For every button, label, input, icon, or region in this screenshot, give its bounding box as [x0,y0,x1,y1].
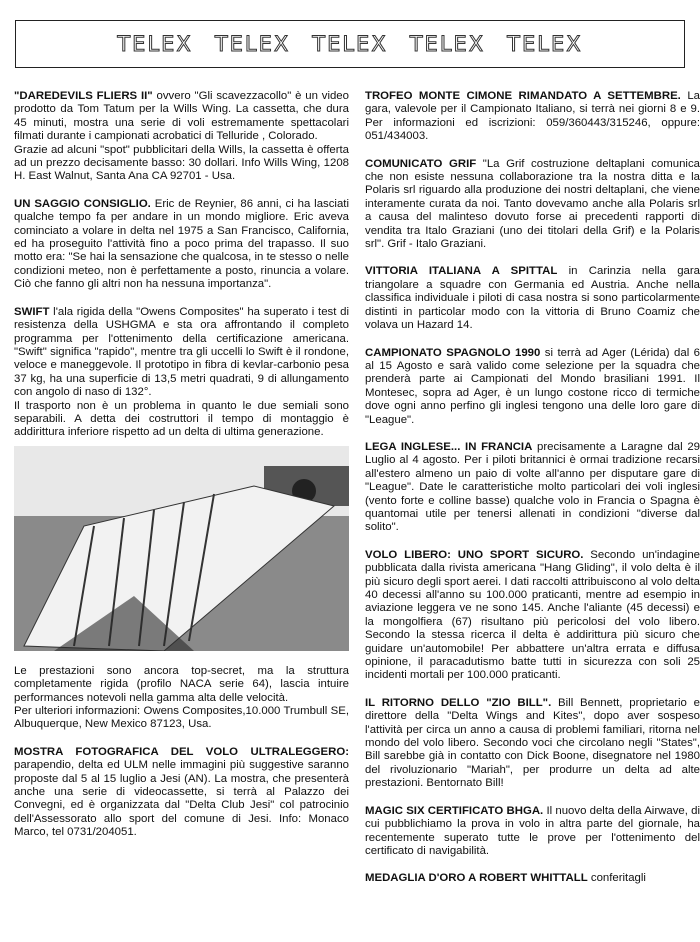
article-spittal [365,265,700,332]
article-heading: IL RITORNO DELLO "ZIO BILL". [365,696,552,709]
article-heading: "DAREDEVILS FLIERS II" [14,90,153,102]
article-heading: SWIFT [14,305,50,318]
article-body: parapendio, delta ed ULM nelle immagini più suggestive saranno proposte dal 5 al 15 luglio a Jesi (AN). La mostra, che presenterà anche una serie di videocassette, si terrà al Palazzo dei Convegni, ed è organizzata dal "Delta Club Jesi" col patrocinio dell'Assessorato allo sport del comune di Jesi. Info: Monaco Marco, tel 0731/204051. [14,759,349,839]
article-heading: CAMPIONATO SPAGNOLO 1990 [365,346,541,359]
article-trofeo-cimone [365,90,700,144]
banner-word: TELEX [409,32,486,56]
banner-word: TELEX [312,32,388,56]
article-lega-inglese [365,441,700,535]
hang-glider-image [14,446,349,651]
article-saggio-consiglio [14,198,349,292]
article-swift [14,306,349,440]
article-heading: UN SAGGIO CONSIGLIO. [14,197,151,210]
article-body: La gara, valevole per il Campionato Italiano, si terrà nei giorni 8 e 9. Per informazioni ed iscrizioni: 059/360443/315246, oppure: 051/434003. [365,90,700,143]
article-body: in Carinzia nella gara triangolare a squadre con Germania ed Austria. Anche nella classifica individuale i piloti di casa nostra si sono particolarmente distinti in particolar modo con la vittoria di Bruno Coamiz che volava un Hazard 14. [365,265,700,332]
article-body: precisamente a Laragne dal 29 Luglio al 4 agosto. Per i piloti britannici è ormai tradizione recarsi all'estero almeno un paio di volte all'anno per disputare gare di "League". Date le caratteristiche molto particolari dei voli inglesi (vento forte e colline basse) qualche volo in Francia o Spagna è quantomai utile per tenersi allenati in condizioni "diverse dal solito". [365,440,700,534]
article-body: ovvero "Gli scavezzacollo" è un video prodotto da Tom Tatum per la Wills Wing. La cassetta, che dura 45 minuti, mostra una serie di voli estremamente spettacolari filmati durante i campionati acrobatici di Telluride , Colorado. [14,90,349,143]
article-heading: VITTORIA ITALIANA A SPITTAL [365,265,558,278]
article-sport-sicuro [365,549,700,683]
article-body: "La Grif costruzione deltaplani comunica che non esiste nessuna collaborazione tra la nostra ditta e la Polaris srl riguardo alla produzione dei nostri deltaplani, che viene interamente curata da noi. Tanto dovevamo anche alla Polaris srl a causa del malinteso dovuto forse ai precedenti rapporti di vendita tra Italo Graziani (uno dei titolari della Grif) e la Polaris srl". Grif - Italo Graziani. [365,157,700,251]
right-column [365,90,700,900]
article-zio-bill [365,697,700,791]
article-magic-six [365,805,700,859]
article-body: si terrà ad Ager (Lérida) dal 6 al 15 Agosto e sarà valido come selezione per la squadra che prenderà parte ai Campionati del Mondo brasiliani 1991. Il Montesec, sopra ad Ager, è un lungo costone ricco di termiche dove ogni anno perfino gli inglesi tengono una delle loro gare di "League". [365,346,700,426]
article-heading: MEDAGLIA D'ORO A ROBERT WHITTALL [365,872,588,885]
article-mostra [14,746,349,840]
article-body: Eric de Reynier, 86 anni, ci ha lasciati qualche tempo fa per andare in un mondo migliore. Eric aveva cominciato a volare in delta nel 1975 a San Francisco, California, ed ha proseguito l'attività fino a poco prima del trapasso. Il suo motto era: "Se hai la sensazione che qualcosa, in te stesso o nelle condizioni meteo, non è perfettamente a posto, rinuncia a volare. Ciò che fanno gli altri non ha nessuna importanza". [14,197,349,291]
article-body: Il trasporto non è un problema in quanto le due semiali sono separabili. A detta dei costruttori il tempo di montaggio è addirittura inferiore rispetto ad un delta di ultima generazione. [14,399,349,439]
article-body: Secondo un'indagine pubblicata dalla rivista americana "Hang Gliding", il volo delta è il più sicuro degli sport aerei. I dati raccolti attribuiscono al volo delta 40 decessi all'anno su 100.000 praticanti, mentre ad esempio in aviazione leggera ve ne sono 145. Anche l'aliante (45 decessi) e la mongolfiera (67) risultano più pericolosi del volo libero. Secondo la stessa ricerca il delta è addirittura più sicuro che guidare un'automobile! Per abbattere un'altra errata e diffusa opinione, il paracadutismo batte tutti in sicurezza con soli 25 incidenti mortali per 100.000 praticanti. [365,548,700,682]
banner-word: TELEX [117,32,193,56]
article-body: conferitagli [587,872,646,885]
article-heading: TROFEO MONTE CIMONE RIMANDATO A SETTEMBRE. [365,90,681,102]
banner-word: TELEX [214,32,291,56]
hang-glider-photo [14,446,349,651]
article-heading: LEGA INGLESE... IN FRANCIA [365,440,533,453]
left-column [14,90,349,854]
article-campionato-spagnolo [365,347,700,427]
article-heading: VOLO LIBERO: UNO SPORT SICURO. [365,548,584,561]
article-body: Bill Bennett, proprietario e direttore della "Delta Wings and Kites", dopo aver sospeso l'attività per circa un anno a causa di problemi familiari, ritorna nel mondo del volo libero. Secondo voci che circolano negli "States", Bill sarebbe già in contatto con Dick Boone, disegnatore nel 1980 del rivoluzionario "Mariah", per produrre un delta ad alte prestazioni. Bentornato Bill! [365,696,700,790]
article-body: Grazie ad alcuni "spot" pubblicitari della Wills, la cassetta è offerta ad un prezzo decisamente basso: 30 dollari. Info Wills Wing, 1208 H. East Walnut, Santa Ana CA 92701 - Usa. [14,143,349,183]
article-comunicato-grif [365,158,700,252]
article-heading: MOSTRA FOTOGRAFICA DEL VOLO ULTRALEGGERO: [14,745,349,758]
article-body: Le prestazioni sono ancora top-secret, ma la struttura completamente rigida (profilo NACA serie 64), lascia intuire performances notevoli nella gamma alta delle velocità. [14,664,349,704]
article-body: Per ulteriori informazioni: Owens Composites,10.000 Trumbull SE, Albuquerque, New Mexico 87123, Usa. [14,704,349,731]
telex-banner [15,20,685,68]
article-heading: MAGIC SIX CERTIFICATO BHGA. [365,804,544,817]
article-medaglia-oro [365,872,700,885]
article-body: l'ala rigida della "Owens Composites" ha superato i test di resistenza della USHGMA e sta ora affrontando il completo programma per l'ottenimento della certificazione americana. "Swift" significa "rapido", mentre tra gli uccelli lo Swift è il rondone, veloce e maneggevole. Il prototipo in fibra di kevlar-carbonio pesa 37 kg, ha una superficie di 13,5 metri quadrati, 9 di allungamento con angolo di naso di 132°. [14,305,349,399]
article-heading: COMUNICATO GRIF [365,157,477,170]
article-body: Il nuovo delta della Airwave, di cui pubblichiamo la prova in volo in altra parte del giornale, ha recentemente superato tutte le prove per l'ottenimento del certificato di navigabilità. [365,804,700,857]
article-swift-cont [14,665,349,732]
banner-word: TELEX [507,32,583,56]
article-daredevils [14,90,349,184]
